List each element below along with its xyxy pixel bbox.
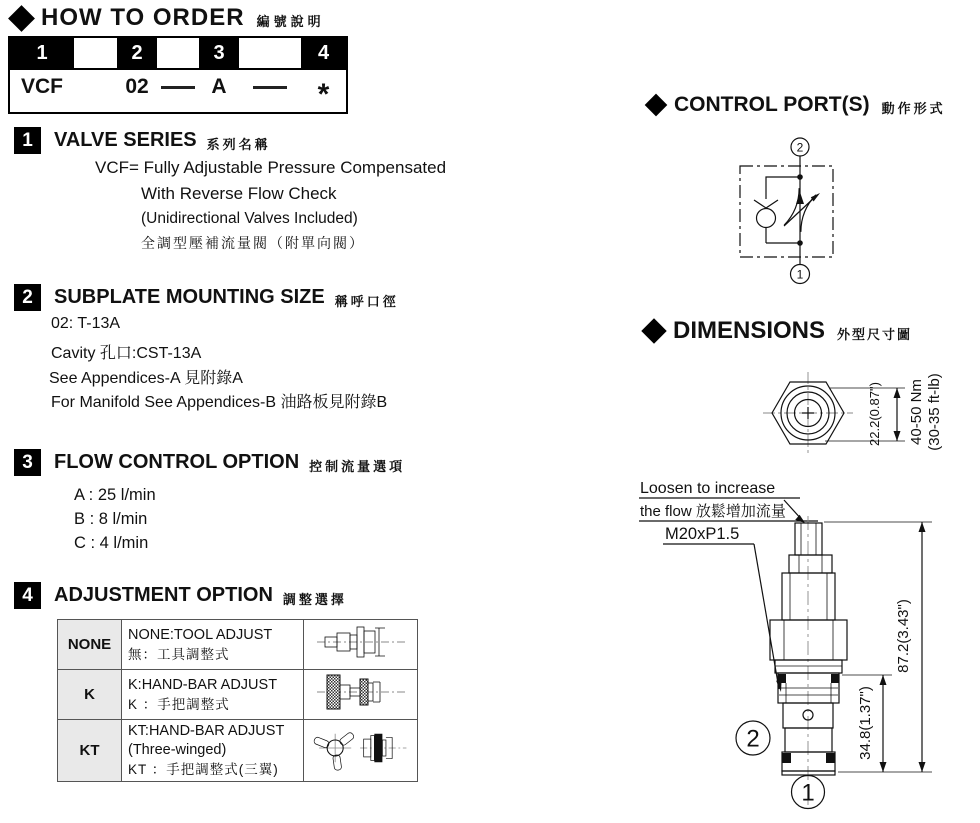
adjust-code-kt: KT: [58, 720, 122, 782]
dash-icon: [161, 86, 195, 89]
section-2-badge: 2: [14, 284, 41, 311]
subplate-line-4: For Manifold See Appendices-B 油路板見附錄B: [51, 394, 388, 411]
subplate-line-2: Cavity 孔口:CST-13A: [51, 345, 202, 362]
o-ring: [782, 753, 791, 763]
overall-length-label: 87.2(3.43"): [895, 599, 912, 673]
adjust-code-none: NONE: [58, 620, 122, 670]
valve-series-line-2: With Reverse Flow Check: [141, 184, 337, 203]
valve-body-outline: [770, 523, 847, 775]
adjust-desc-en: KT:HAND-BAR ADJUST: [128, 723, 285, 739]
control-ports-header: CONTROL PORT(S) 動作形式: [646, 93, 946, 117]
order-code-dash2: [239, 68, 301, 104]
valve-series-line-3: (Unidirectional Valves Included): [141, 210, 358, 227]
adjust-desc-en2: (Three-winged): [128, 742, 227, 758]
valve-series-line-4: 全調型壓補流量閥（附單向閥）: [141, 235, 365, 251]
diamond-bullet-icon: [641, 318, 666, 343]
loosen-note-line-2: the flow 放鬆增加流量: [640, 503, 786, 520]
hex-width-dimension-label: 22.2(0.87"): [867, 382, 882, 446]
port-1-label: 1: [796, 267, 804, 282]
cartridge-length-label: 34.8(1.37"): [857, 686, 874, 760]
torque-label: 40-50 Nm: [908, 379, 925, 445]
order-pos-3: 3: [199, 38, 239, 68]
section-adjustment-header: 4 ADJUSTMENT OPTION 調整選擇: [14, 582, 347, 609]
hydraulic-symbol-diagram: [700, 130, 900, 292]
adjust-code-k: K: [58, 670, 122, 720]
subplate-line-3: See Appendices-A 見附錄A: [49, 370, 243, 387]
loosen-note-line-1: Loosen to increase: [640, 480, 776, 497]
port-1-callout: 1: [801, 779, 815, 807]
order-code-size: 02: [117, 68, 157, 104]
diamond-bullet-icon: [645, 94, 668, 117]
order-code-dash1: [157, 68, 199, 104]
section-valve-series-header: 1 VALVE SERIES 系列名稱: [14, 127, 271, 154]
tool-adjust-screw-icon: [313, 622, 409, 662]
table-row: [58, 670, 418, 720]
adjust-desc-zh: KT ：手把調整式(三翼): [128, 762, 279, 777]
port-2-label: 2: [796, 140, 804, 155]
subplate-line-1: 02: T-13A: [51, 315, 121, 332]
thread-spec-label: M20xP1.5: [665, 525, 740, 543]
dimensions-header: DIMENSIONS 外型尺寸圖: [643, 317, 912, 345]
order-code-table: [8, 36, 348, 114]
hex-head-top-view: [725, 355, 980, 467]
section-3-badge: 3: [14, 449, 41, 476]
section-4-badge: 4: [14, 582, 41, 609]
diamond-bullet-icon: [8, 5, 35, 32]
o-ring: [826, 753, 835, 763]
adjustment-option-table: [57, 619, 418, 782]
flow-option-b: B : 8 l/min: [74, 510, 148, 528]
adjust-desc-zh: 無：工具調整式: [128, 646, 230, 662]
page-title: HOW TO ORDER: [41, 4, 245, 31]
table-row: [58, 620, 418, 670]
order-pos-4: 4: [301, 38, 346, 68]
page-title-zh: 編號說明: [256, 13, 325, 29]
check-valve-seat: [754, 200, 778, 208]
valve-series-line-1: VCF= Fully Adjustable Pressure Compensated: [95, 158, 447, 177]
order-pos-2: 2: [117, 38, 157, 68]
order-code-series: VCF: [10, 68, 74, 104]
order-code-flow: A: [199, 68, 239, 104]
order-pos-1: 1: [10, 38, 74, 68]
flow-restrictor-symbol: [784, 188, 820, 232]
section-1-badge: 1: [14, 127, 41, 154]
section-flow-control-header: 3 FLOW CONTROL OPTION 控制流量選項: [14, 449, 405, 476]
flow-option-c: C : 4 l/min: [74, 534, 149, 552]
adjust-desc-en: K:HAND-BAR ADJUST: [128, 676, 278, 693]
section-subplate-header: 2 SUBPLATE MOUNTING SIZE 稱呼口徑: [14, 284, 399, 311]
adjust-desc-en: NONE:TOOL ADJUST: [128, 626, 273, 643]
port-2-callout: 2: [746, 725, 760, 753]
flow-option-a: A : 25 l/min: [74, 486, 156, 504]
torque-imperial-label: (30-35 ft-lb): [926, 373, 943, 451]
three-winged-knob-icon: [312, 726, 410, 770]
dash-icon: [253, 86, 287, 89]
table-row: [58, 720, 418, 782]
check-valve-ball: [757, 209, 776, 228]
o-ring: [831, 674, 839, 683]
hand-bar-knob-icon: [313, 672, 409, 712]
adjust-desc-zh: K ：手把調整式: [128, 696, 230, 712]
how-to-order-header: [10, 4, 325, 32]
order-code-adjust: *: [301, 68, 346, 112]
valve-dimension-drawing: [620, 468, 980, 823]
